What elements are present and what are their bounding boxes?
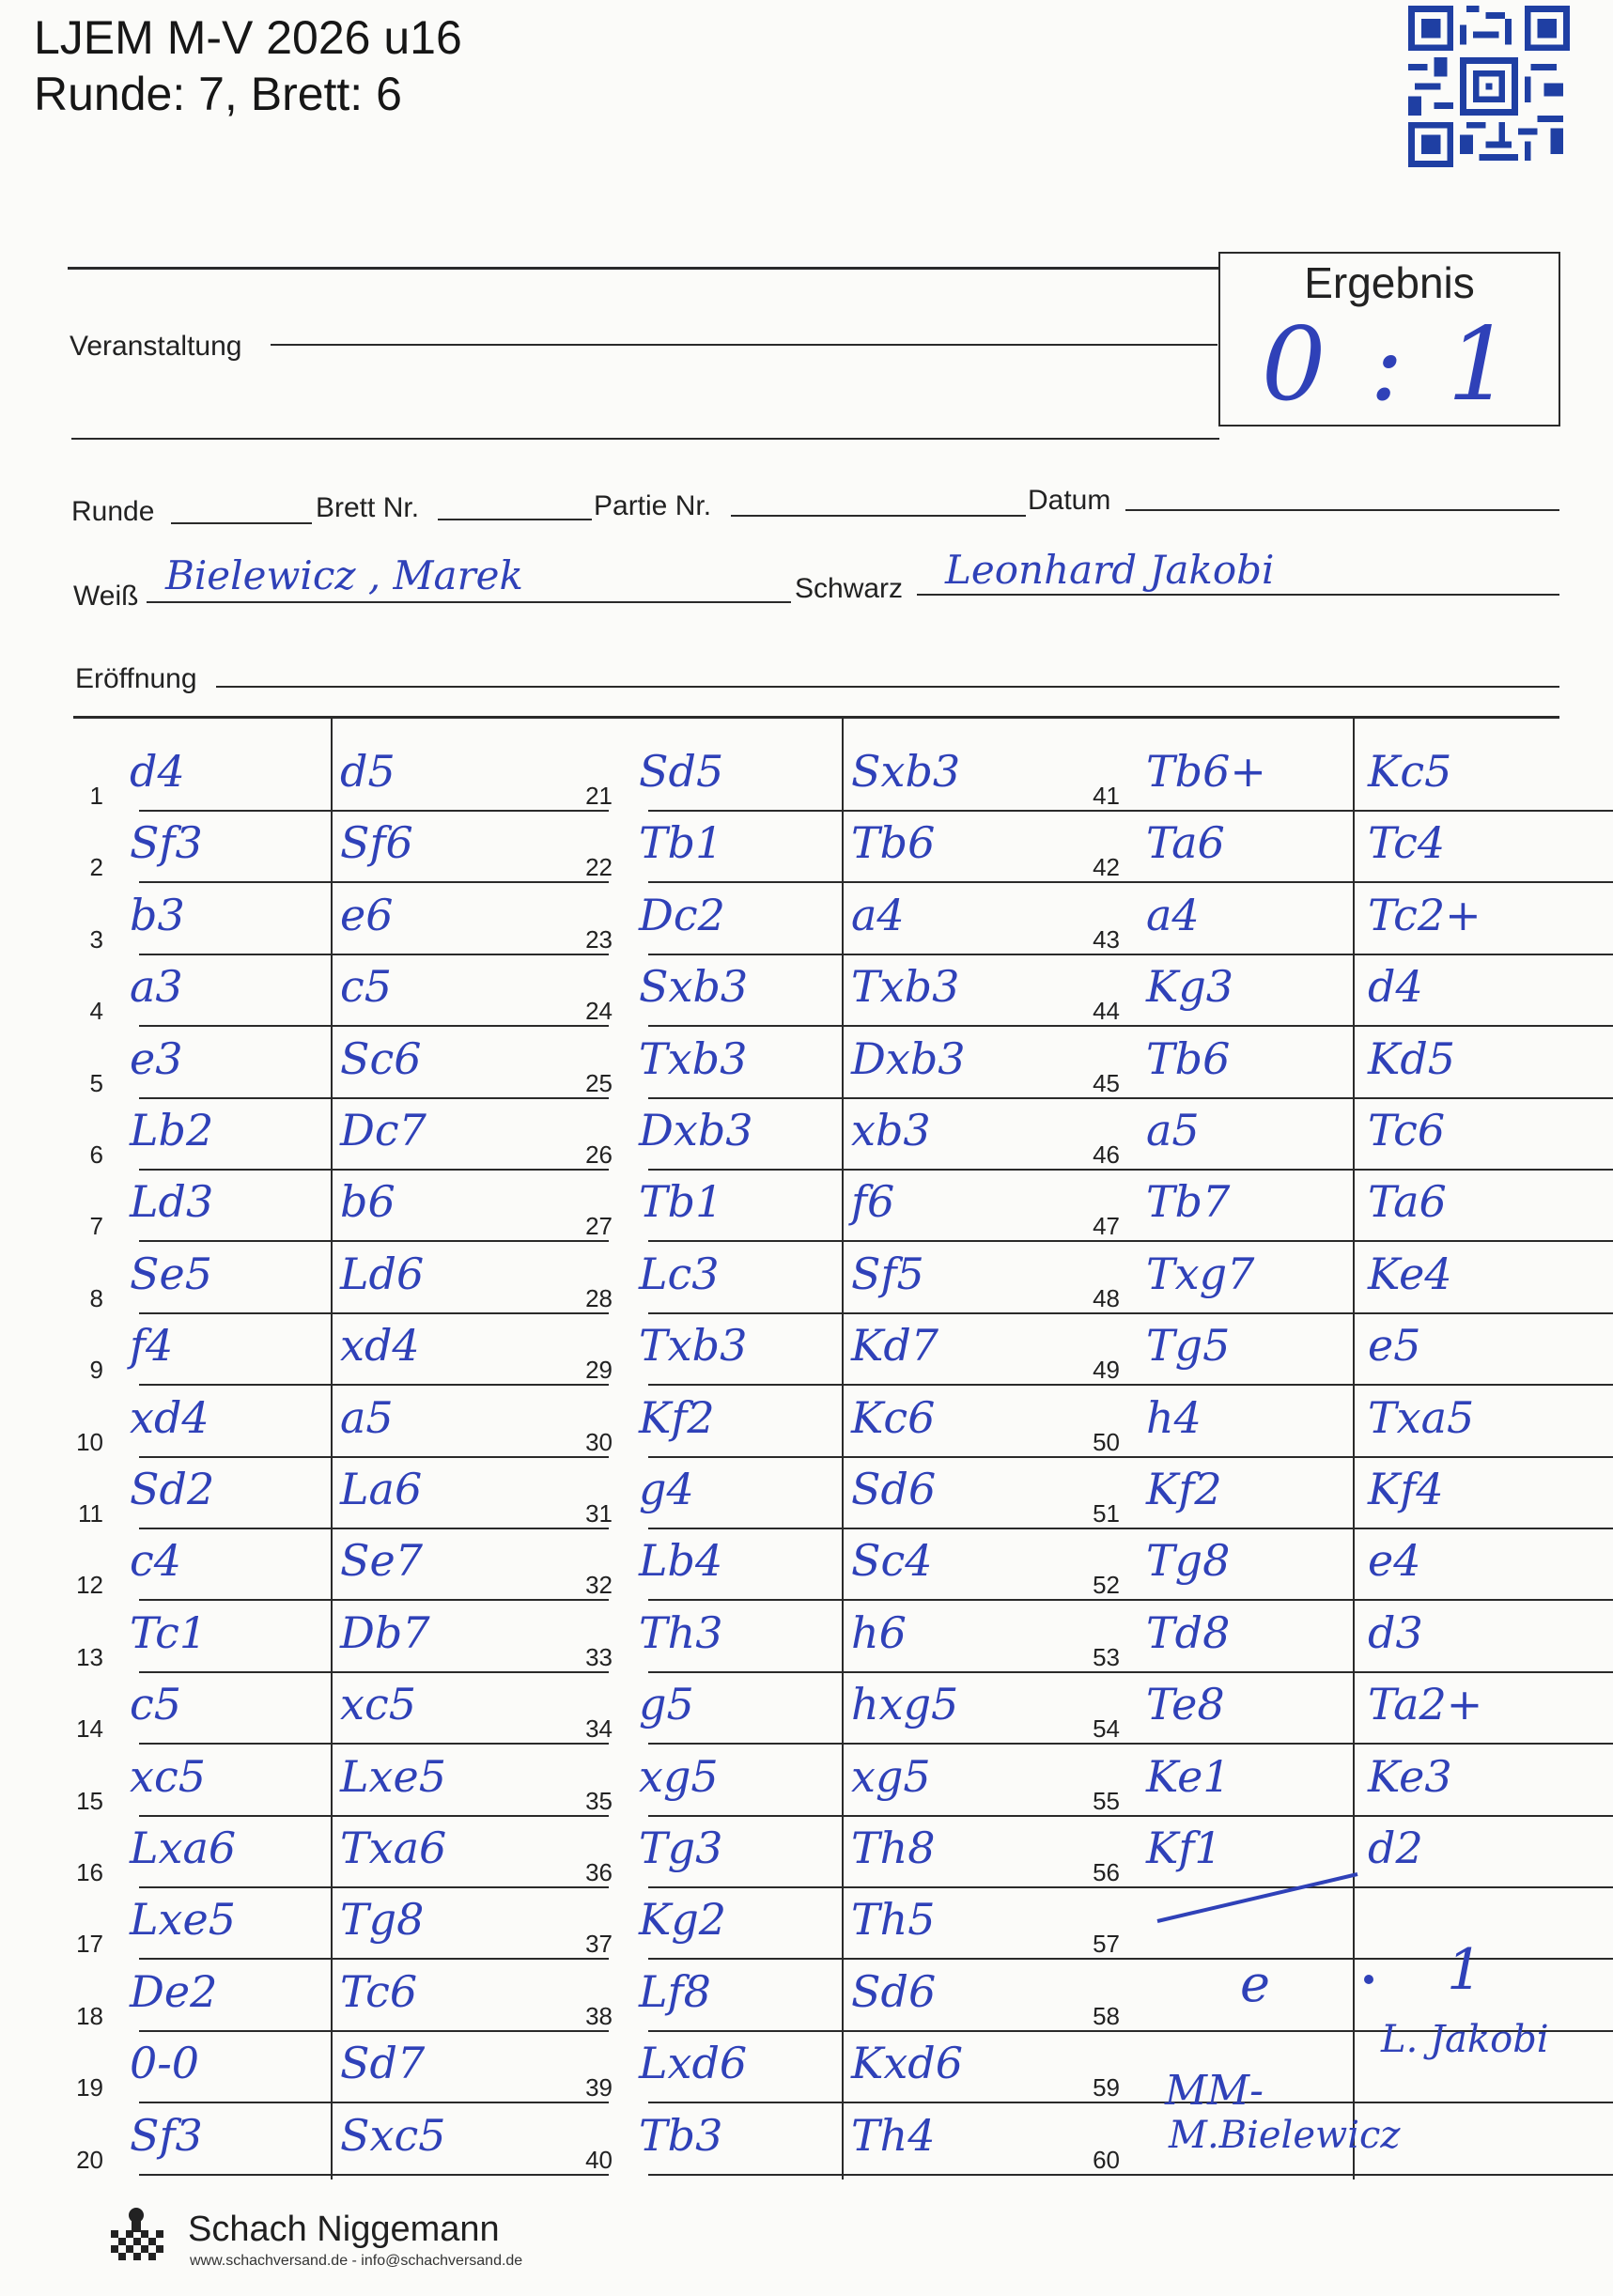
move-line (1155, 881, 1613, 883)
white-move: Kf1 (1146, 1823, 1222, 1873)
white-move: Lb4 (639, 1535, 723, 1587)
white-move: Tb7 (1146, 1176, 1231, 1228)
white-move: a4 (1146, 889, 1200, 940)
schwarz-label: Schwarz (795, 573, 904, 604)
black-move: e6 (340, 889, 394, 940)
weiss-label: Weiß (73, 581, 139, 612)
white-move: Tb6 (1146, 1032, 1231, 1084)
move-row (1071, 1747, 1613, 1819)
move-row (564, 1030, 1155, 1101)
black-move: Sf6 (340, 817, 413, 869)
signature-scribble: 1 (1447, 1937, 1483, 2003)
black-move: Tc2+ (1368, 889, 1481, 940)
black-move: Sc6 (340, 1032, 422, 1084)
move-row (1071, 886, 1613, 957)
black-move: b6 (340, 1176, 395, 1228)
move-row (1071, 1604, 1613, 1675)
white-move: e3 (130, 1032, 183, 1084)
black-move: e5 (1368, 1320, 1421, 1372)
move-row (564, 814, 1155, 885)
black-move: Sxb3 (851, 746, 961, 797)
move-row (1071, 814, 1613, 885)
move-row (1071, 1316, 1613, 1388)
move-number: 1 (89, 782, 103, 810)
move-line (139, 1097, 609, 1099)
black-move: Sxc5 (340, 2109, 446, 2161)
move-number: 48 (1093, 1283, 1120, 1312)
move-row (1071, 742, 1613, 814)
move-row (1071, 1531, 1613, 1603)
black-move: Kxd6 (851, 2038, 964, 2089)
move-line (139, 1958, 609, 1960)
black-move: Th5 (851, 1894, 936, 1946)
datum-label: Datum (1028, 485, 1111, 516)
black-move: a4 (851, 889, 905, 940)
move-number: 23 (585, 924, 613, 954)
move-row (564, 1604, 1155, 1675)
white-move: Tg8 (1146, 1535, 1231, 1587)
black-move: Kc5 (1368, 746, 1452, 797)
move-number: 56 (1093, 1858, 1120, 1886)
white-move: Tg3 (639, 1823, 723, 1873)
white-move: h4 (1146, 1391, 1202, 1443)
black-move: Dxb3 (851, 1032, 966, 1084)
black-move: a5 (340, 1391, 394, 1443)
move-line (1155, 1240, 1613, 1242)
black-move: hxg5 (851, 1679, 959, 1730)
black-move: d5 (340, 746, 395, 797)
black-move: Txa6 (340, 1823, 447, 1873)
move-number: 18 (76, 2001, 103, 2030)
move-line (139, 1384, 609, 1386)
white-move: g4 (639, 1464, 694, 1514)
black-move: Tg8 (340, 1894, 425, 1946)
move-number: 17 (76, 1930, 103, 1959)
white-move: Kf2 (1146, 1464, 1222, 1514)
white-move: Se5 (130, 1248, 213, 1299)
result-dot (1364, 1975, 1373, 1984)
move-number: 41 (1093, 782, 1120, 810)
move-row (1071, 1245, 1613, 1316)
move-number: 27 (585, 1212, 613, 1241)
title-line-2: Runde: 7, Brett: 6 (34, 68, 402, 120)
move-number: 30 (585, 1427, 613, 1456)
black-move: Kc6 (851, 1391, 936, 1443)
white-move: Ld3 (130, 1176, 214, 1228)
partie-label: Partie Nr. (594, 490, 712, 521)
move-number: 11 (78, 1499, 103, 1528)
move-number: 21 (585, 782, 613, 810)
move-number: 28 (585, 1283, 613, 1312)
black-move: Ta6 (1368, 1176, 1447, 1228)
black-move: Sd7 (340, 2038, 426, 2089)
move-row (1071, 1030, 1613, 1101)
black-move: d4 (1368, 961, 1423, 1013)
veranstaltung-label: Veranstaltung (70, 331, 242, 362)
move-line (1155, 1671, 1613, 1673)
move-row (564, 1531, 1155, 1603)
white-move: Te8 (1146, 1679, 1225, 1730)
move-line (139, 1456, 609, 1458)
move-row (564, 1962, 1155, 2034)
move-number: 22 (585, 853, 613, 882)
move-number: 50 (1093, 1427, 1120, 1456)
move-number: 44 (1093, 997, 1120, 1026)
move-row (564, 742, 1155, 814)
column-divider (331, 716, 333, 2180)
schwarz-name: Leonhard Jakobi (945, 547, 1275, 593)
move-number: 29 (585, 1356, 613, 1385)
white-move: xg5 (639, 1750, 719, 1802)
move-line (139, 1528, 609, 1529)
weiss-name: Bielewicz , Marek (165, 552, 523, 598)
black-move: Ke4 (1368, 1248, 1452, 1299)
black-move: Ke3 (1368, 1750, 1452, 1802)
move-number: 6 (89, 1140, 103, 1169)
move-row (1071, 1388, 1613, 1460)
move-number: 46 (1093, 1140, 1120, 1169)
white-move: Tb1 (639, 817, 723, 869)
black-move: Th8 (851, 1823, 936, 1873)
move-row (564, 2106, 1155, 2178)
move-line (139, 954, 609, 955)
footer-contact: www.schachversand.de - info@schachversand.de (190, 2253, 523, 2269)
black-move: Dc7 (340, 1105, 427, 1156)
white-move: Td8 (1146, 1606, 1231, 1658)
black-move: Txb3 (851, 961, 960, 1013)
move-number: 16 (76, 1858, 103, 1886)
move-row (564, 957, 1155, 1029)
move-line (1155, 1384, 1613, 1386)
white-move: Tg5 (1146, 1320, 1231, 1372)
move-number: 40 (585, 2145, 613, 2174)
move-row (1071, 1460, 1613, 1531)
move-number: 15 (76, 1786, 103, 1815)
black-move: Ld6 (340, 1248, 425, 1299)
move-line (139, 1169, 609, 1171)
white-move: a3 (130, 961, 183, 1013)
black-move: xc5 (340, 1679, 416, 1730)
move-number: 58 (1093, 2001, 1120, 2030)
move-row (564, 1819, 1155, 1890)
move-line (139, 2030, 609, 2032)
move-line (139, 1671, 609, 1673)
white-move: Kg2 (639, 1894, 727, 1946)
move-number: 13 (76, 1642, 103, 1671)
ergebnis-label: Ergebnis (1304, 258, 1475, 307)
white-move: Tb6+ (1146, 746, 1266, 797)
move-line (1155, 1815, 1613, 1817)
signature-scribble: L. Jakobi (1381, 2018, 1549, 2061)
white-move: f4 (130, 1320, 174, 1372)
move-line (1155, 1169, 1613, 1171)
white-move: Ta6 (1146, 817, 1225, 869)
strike-line (1155, 1869, 1362, 1926)
white-move: Dxb3 (639, 1105, 753, 1156)
white-move: Kf2 (639, 1391, 715, 1443)
move-number: 25 (585, 1068, 613, 1097)
move-number: 31 (585, 1499, 613, 1528)
move-number: 12 (76, 1571, 103, 1600)
move-row (564, 886, 1155, 957)
white-move: xd4 (130, 1391, 209, 1443)
black-move: Lxe5 (340, 1750, 446, 1802)
move-number: 47 (1093, 1212, 1120, 1241)
black-move: Db7 (340, 1606, 430, 1658)
white-move: xc5 (130, 1750, 206, 1802)
move-row (564, 1460, 1155, 1531)
move-number: 20 (76, 2145, 103, 2174)
black-move: Se7 (340, 1535, 424, 1587)
white-move: Lxd6 (639, 2038, 748, 2089)
white-move: Txb3 (639, 1032, 748, 1084)
move-number: 52 (1093, 1571, 1120, 1600)
white-move: Sf3 (130, 2109, 203, 2161)
white-move: Lf8 (639, 1965, 711, 2017)
move-row (564, 1675, 1155, 1746)
white-move: a5 (1146, 1105, 1200, 1156)
move-number: 34 (585, 1714, 613, 1744)
move-line (139, 1312, 609, 1314)
white-move: 0-0 (130, 2038, 200, 2089)
move-number: 10 (76, 1427, 103, 1456)
move-number: 51 (1093, 1499, 1120, 1528)
signature-scribble: e (1240, 1954, 1270, 2013)
signature-scribble: MM- (1165, 2067, 1264, 2115)
move-number: 14 (76, 1714, 103, 1744)
column-divider (842, 716, 844, 2180)
move-line (139, 2174, 609, 2176)
black-move: Sd6 (851, 1965, 937, 2017)
move-row (564, 1890, 1155, 1962)
move-number: 36 (585, 1858, 613, 1886)
black-move: xg5 (851, 1750, 931, 1802)
move-number: 54 (1093, 1714, 1120, 1744)
move-line (139, 1743, 609, 1745)
move-number: 24 (585, 997, 613, 1026)
signature-scribble: M.Bielewicz (1169, 2114, 1401, 2157)
move-number: 53 (1093, 1642, 1120, 1671)
move-number: 45 (1093, 1068, 1120, 1097)
move-number: 57 (1093, 1930, 1120, 1959)
move-row (1071, 1172, 1613, 1244)
white-move: De2 (130, 1965, 218, 2017)
white-move: Lc3 (639, 1248, 720, 1299)
white-move: Lxe5 (130, 1894, 236, 1946)
move-line (139, 810, 609, 812)
white-move: Tb3 (639, 2109, 723, 2161)
white-move: b3 (130, 889, 185, 940)
white-move: Tb1 (639, 1176, 723, 1228)
white-move: Sd2 (130, 1464, 215, 1514)
black-move: Tc4 (1368, 817, 1446, 869)
move-number: 37 (585, 1930, 613, 1959)
black-move: h6 (851, 1606, 907, 1658)
move-line (139, 1815, 609, 1817)
black-move: d3 (1368, 1606, 1423, 1658)
white-move: Dc2 (639, 889, 725, 940)
black-move: e4 (1368, 1535, 1421, 1587)
black-move: Tc6 (340, 1965, 418, 2017)
white-move: Sd5 (639, 746, 724, 797)
white-move: c5 (130, 1679, 182, 1730)
move-row (1071, 957, 1613, 1029)
move-line (1155, 1958, 1613, 1960)
move-line (1155, 1528, 1613, 1529)
black-move: Kd5 (1368, 1032, 1456, 1084)
move-number: 42 (1093, 853, 1120, 882)
move-row (564, 1316, 1155, 1388)
move-number: 33 (585, 1642, 613, 1671)
move-line (1155, 1025, 1613, 1027)
move-number: 26 (585, 1140, 613, 1169)
white-move: Txg7 (1146, 1248, 1255, 1299)
move-line (139, 881, 609, 883)
move-number: 5 (89, 1068, 103, 1097)
white-move: Sxb3 (639, 961, 749, 1013)
black-move: d2 (1368, 1823, 1423, 1873)
white-move: c4 (130, 1535, 182, 1587)
move-number: 43 (1093, 924, 1120, 954)
ergebnis-value: 0 : 1 (1261, 306, 1518, 424)
eroeffnung-label: Eröffnung (75, 663, 197, 694)
move-row (564, 1388, 1155, 1460)
move-line (139, 1886, 609, 1888)
move-number: 39 (585, 2073, 613, 2102)
white-move: Th3 (639, 1606, 723, 1658)
move-line (139, 2102, 609, 2103)
black-move: xd4 (340, 1320, 420, 1372)
black-move: Sf5 (851, 1248, 924, 1299)
move-number: 3 (89, 924, 103, 954)
move-number: 2 (89, 853, 103, 882)
move-line (139, 1599, 609, 1601)
move-number: 59 (1093, 2073, 1120, 2102)
move-line (1155, 810, 1613, 812)
move-line (1155, 1743, 1613, 1745)
black-move: Kd7 (851, 1320, 939, 1372)
white-move: Kg3 (1146, 961, 1234, 1013)
move-number: 60 (1093, 2145, 1120, 2174)
black-move: xb3 (851, 1105, 931, 1156)
footer-brand: Schach Niggemann (188, 2210, 500, 2249)
black-move: Txa5 (1368, 1391, 1475, 1443)
white-move: d4 (130, 746, 185, 797)
black-move: c5 (340, 961, 393, 1013)
move-number: 19 (76, 2073, 103, 2102)
black-move: Tb6 (851, 817, 936, 869)
move-row (1071, 1101, 1613, 1172)
title-line-1: LJEM M-V 2026 u16 (34, 11, 462, 64)
chess-logo-icon (103, 2202, 169, 2268)
move-line (1155, 1097, 1613, 1099)
white-move: Tc1 (130, 1606, 208, 1658)
move-row (564, 1172, 1155, 1244)
black-move: Th4 (851, 2109, 936, 2161)
white-move: g5 (639, 1679, 694, 1730)
white-move: Ke1 (1146, 1750, 1231, 1802)
move-number: 9 (89, 1356, 103, 1385)
white-move: Lxa6 (130, 1823, 237, 1873)
move-row (564, 1747, 1155, 1819)
black-move: f6 (851, 1176, 895, 1228)
black-move: Kf4 (1368, 1464, 1444, 1514)
move-number: 38 (585, 2001, 613, 2030)
move-number: 35 (585, 1786, 613, 1815)
move-line (1155, 1312, 1613, 1314)
move-line (139, 1240, 609, 1242)
move-line (1155, 954, 1613, 955)
column-divider (1353, 716, 1355, 2180)
move-row (564, 2034, 1155, 2105)
black-move: Tc6 (1368, 1105, 1446, 1156)
move-number: 8 (89, 1283, 103, 1312)
move-number: 4 (89, 997, 103, 1026)
black-move: Ta2+ (1368, 1679, 1483, 1730)
move-line (1155, 1456, 1613, 1458)
move-number: 49 (1093, 1356, 1120, 1385)
white-move: Sf3 (130, 817, 203, 869)
move-number: 55 (1093, 1786, 1120, 1815)
move-row (1071, 1675, 1613, 1746)
move-number: 7 (89, 1212, 103, 1241)
move-line (139, 1025, 609, 1027)
move-line (1155, 2174, 1613, 2176)
brett-label: Brett Nr. (316, 492, 420, 523)
black-move: Sd6 (851, 1464, 937, 1514)
move-line (1155, 1599, 1613, 1601)
black-move: La6 (340, 1464, 423, 1514)
white-move: Txb3 (639, 1320, 748, 1372)
white-move: Lb2 (130, 1105, 214, 1156)
move-number: 32 (585, 1571, 613, 1600)
black-move: Sc4 (851, 1535, 933, 1587)
move-row (564, 1245, 1155, 1316)
move-row (564, 1101, 1155, 1172)
runde-label: Runde (71, 496, 155, 527)
